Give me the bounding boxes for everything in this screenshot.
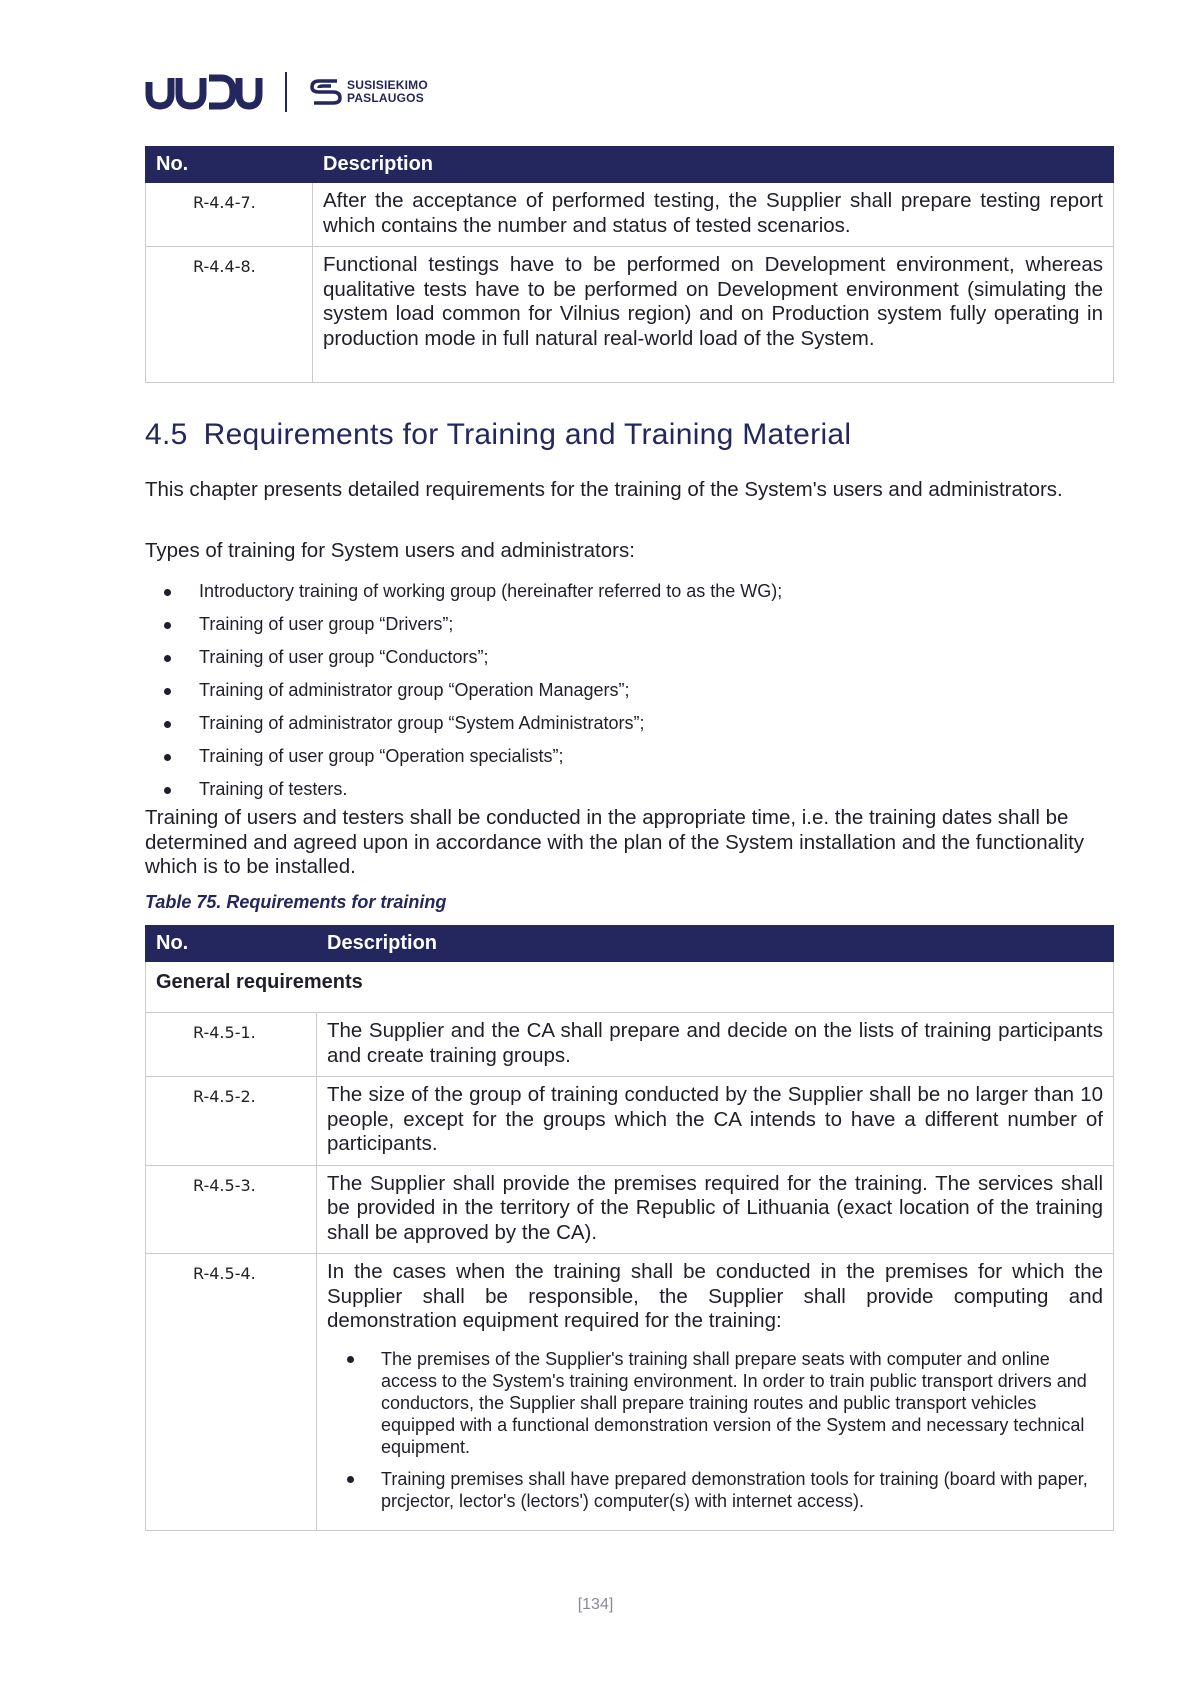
section-number: 4.5	[145, 418, 188, 451]
req-number: R-4.4-8.	[146, 247, 313, 383]
req-description: The Supplier and the CA shall prepare and decide on the lists of training participants and create training groups.	[317, 1013, 1114, 1077]
list-item: Training of administrator group “System Administrators”;	[164, 708, 782, 741]
requirements-table-testing	[145, 146, 1114, 383]
table-row	[146, 1254, 1114, 1531]
req-description: The Supplier shall provide the premises required for the training. The services shall be provided in the territory of the Republic of Lithuania (exact location of the training shall be approved by the CA).	[317, 1165, 1114, 1254]
list-item: Training of user group “Conductors”;	[164, 642, 782, 675]
judu-logo-mark-icon	[145, 74, 263, 110]
req-number: R-4.5-2.	[146, 1077, 317, 1166]
table-header-row	[146, 147, 1114, 183]
col-header-description: Description	[313, 147, 1114, 183]
table-row	[146, 1013, 1114, 1077]
list-item: Training premises shall have prepared demonstration tools for training (board with paper, prcjector, lector's (lectors') computer(s) with internet access).	[337, 1468, 1103, 1512]
list-item: Training of user group “Drivers”;	[164, 609, 782, 642]
list-item: Introductory training of working group (hereinafter referred to as the WG);	[164, 576, 782, 609]
table-header-row	[146, 926, 1114, 962]
req-description: In the cases when the training shall be conducted in the premises for which the Supplier shall be responsible, the Supplier shall provide computing and demonstration equipment required for the training:	[327, 1260, 1103, 1332]
req-description-cell	[317, 1254, 1114, 1531]
table-caption: Table 75. Requirements for training	[145, 892, 447, 912]
list-item: Training of testers.	[164, 774, 782, 807]
table-row	[146, 183, 1114, 247]
equipment-list	[337, 1348, 1103, 1512]
requirements-table-training	[145, 925, 1114, 1531]
group-heading: General requirements	[146, 962, 1114, 1013]
col-header-no: No.	[146, 926, 317, 962]
training-timing-paragraph: Training of users and testers shall be conducted in the appropriate time, i.e. the training dates shall be determined and agreed upon in accordance with the plan of the System installation and the functionality which is to be installed.	[145, 806, 1085, 878]
list-item: Training of user group “Operation specialists”;	[164, 741, 782, 774]
req-description: The size of the group of training conducted by the Supplier shall be no larger than 10 people, except for the groups which the CA intends to have a different number of participants.	[317, 1077, 1114, 1166]
table-row	[146, 1165, 1114, 1254]
page-number: [134]	[577, 1596, 614, 1613]
req-number: R-4.5-3.	[146, 1165, 317, 1254]
sp-logo-text	[347, 79, 428, 105]
intro-paragraph: This chapter presents detailed requirements for the training of the System's users and administrators.	[145, 478, 1063, 501]
page-header	[145, 70, 428, 114]
sp-logo-line2: PASLAUGOS	[347, 91, 424, 105]
sp-logo-mark-icon	[309, 77, 343, 107]
col-header-description: Description	[317, 926, 1114, 962]
table-row	[146, 1077, 1114, 1166]
list-item: The premises of the Supplier's training shall prepare seats with computer and online access to the System's training environment. In order to train public transport drivers and conductors, the Supplier shall prepare training routes and public transport vehicles equipped with a functional demonstration version of the System and necessary technical equipment.	[337, 1348, 1103, 1458]
list-item: Training of administrator group “Operation Managers”;	[164, 675, 782, 708]
judu-logo	[145, 74, 263, 110]
section-title-text: Requirements for Training and Training Material	[203, 418, 852, 451]
req-number: R-4.5-1.	[146, 1013, 317, 1077]
col-header-no: No.	[146, 147, 313, 183]
req-description: Functional testings have to be performed on Development environment, whereas qualitative tests have to be performed on Development environment (simulating the system load common for Vilnius region) and on Production system fully operating in production mode in full natural real-world load of the System.	[313, 247, 1114, 383]
sp-logo-line1: SUSISIEKIMO	[347, 78, 428, 92]
req-number: R-4.5-4.	[146, 1254, 317, 1531]
training-types-list	[164, 576, 782, 807]
logo-divider	[285, 72, 287, 112]
table-row	[146, 247, 1114, 383]
req-description: After the acceptance of performed testing, the Supplier shall prepare testing report which contains the number and status of tested scenarios.	[313, 183, 1114, 247]
section-heading	[145, 418, 851, 452]
table-group-row	[146, 962, 1114, 1013]
req-number: R-4.4-7.	[146, 183, 313, 247]
susisiekimo-paslaugos-logo	[309, 77, 428, 107]
types-lead-paragraph: Types of training for System users and administrators:	[145, 539, 635, 562]
